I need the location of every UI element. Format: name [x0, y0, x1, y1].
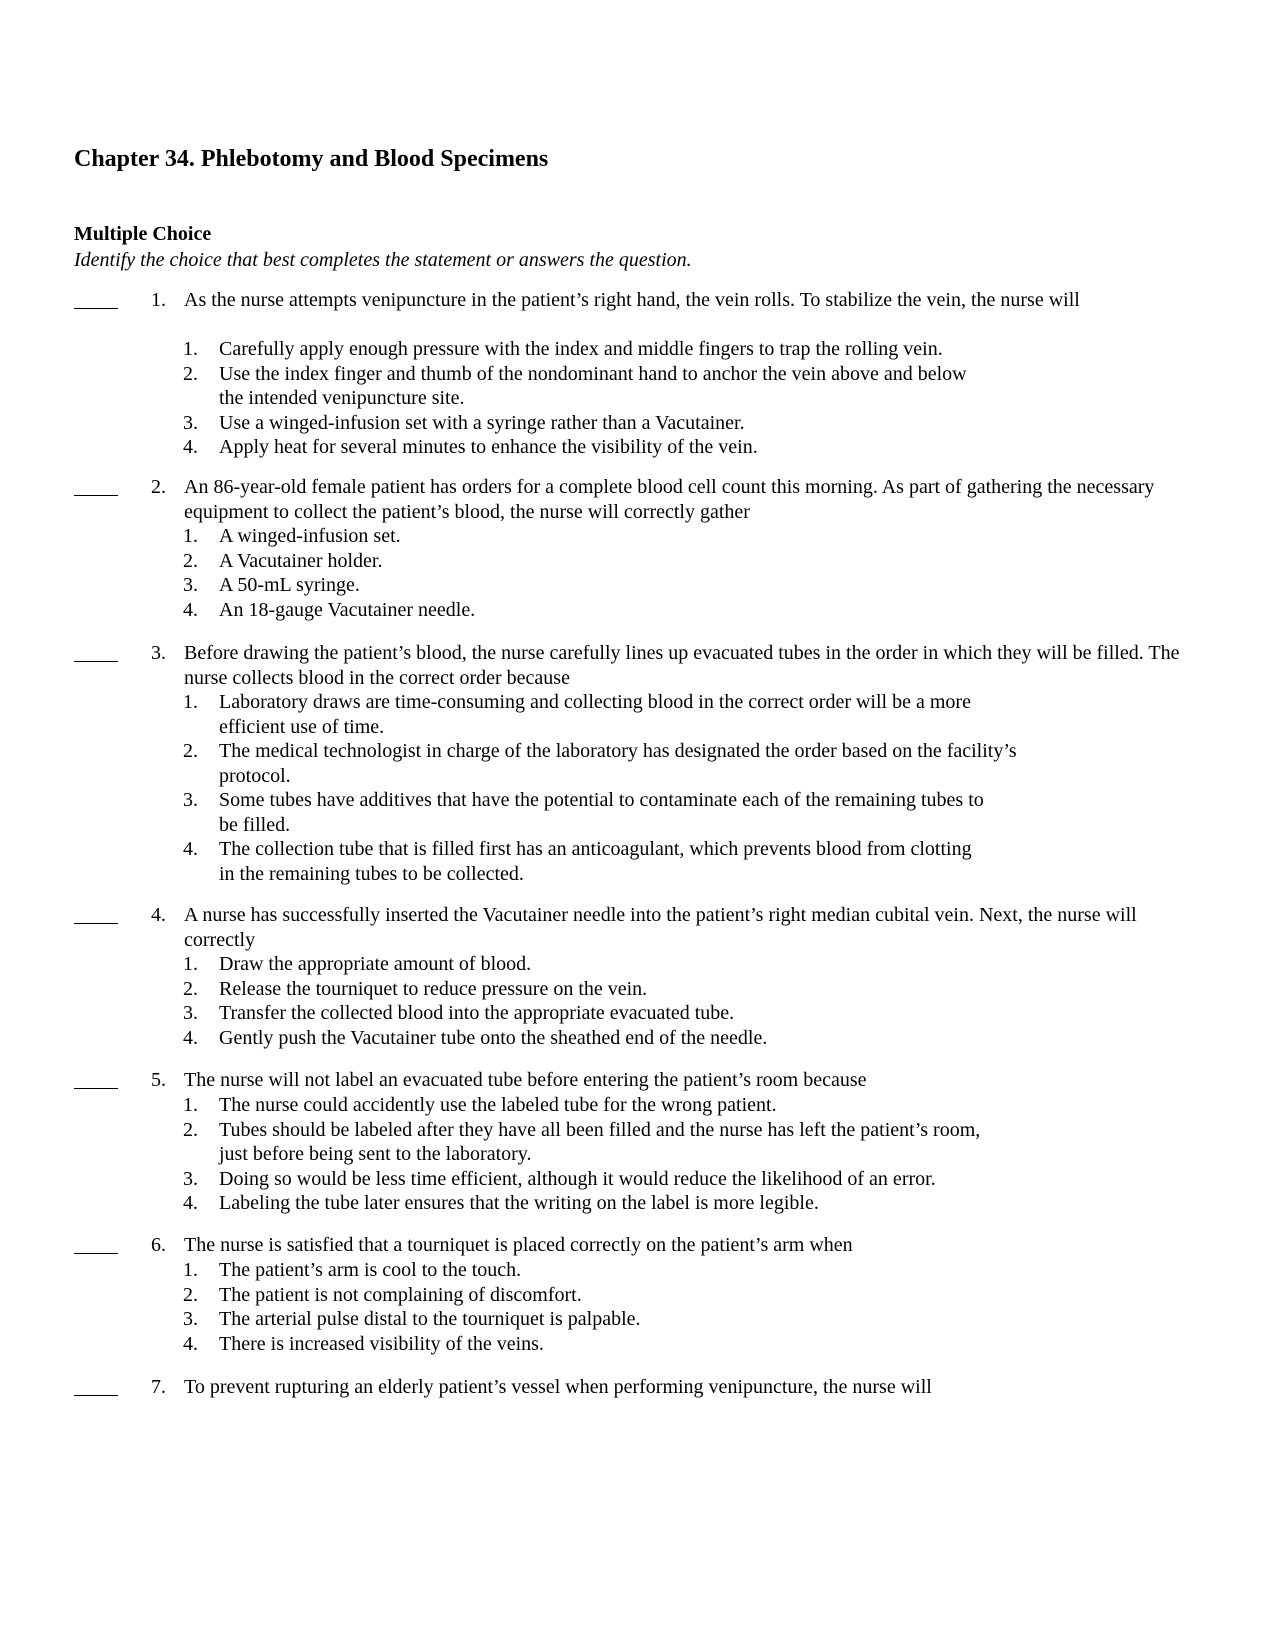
choice-item	[0, 1258, 1275, 1283]
choice-item	[0, 1332, 1275, 1357]
question-number: 4.	[151, 904, 166, 926]
choice-number: 2.	[183, 977, 198, 1000]
choice-number: 3.	[183, 1167, 198, 1190]
chapter-title: Chapter 34. Phlebotomy and Blood Specimens	[74, 146, 549, 172]
choice-text: Laboratory draws are time-consuming and collecting blood in the correct order will be a more efficient use of time.	[219, 691, 971, 738]
choice-text: Transfer the collected blood into the appropriate evacuated tube.	[219, 1002, 735, 1024]
choice-number: 4.	[183, 436, 198, 458]
choice-item	[0, 362, 1275, 411]
choice-item	[0, 1093, 1275, 1118]
choice-text: Draw the appropriate amount of blood.	[219, 953, 532, 975]
choice-text: The arterial pulse distal to the tourniquet is palpable.	[219, 1308, 641, 1330]
choice-number: 4.	[183, 838, 198, 860]
answer-blank[interactable]	[74, 903, 118, 924]
choice-item	[0, 1026, 1275, 1051]
choice-text: An 18-gauge Vacutainer needle.	[219, 598, 476, 621]
answer-blank[interactable]	[74, 641, 118, 662]
choice-list	[0, 1258, 1275, 1356]
choice-text: Gently push the Vacutainer tube onto the sheathed end of the needle.	[219, 1026, 768, 1049]
choice-item	[0, 1283, 1275, 1308]
question-stem: To prevent rupturing an elderly patient’s vessel when performing venipuncture, the nurse will	[184, 1376, 932, 1398]
choice-item	[0, 411, 1275, 436]
choice-text: Tubes should be labeled after they have all been filled and the nurse has left the patient’s room, just before being sent to the laboratory.	[219, 1118, 981, 1165]
choice-number: 2.	[183, 549, 198, 572]
choice-number: 4.	[183, 598, 198, 621]
choice-item	[0, 524, 1275, 549]
question-number: 7.	[151, 1376, 166, 1398]
choice-text: Labeling the tube later ensures that the writing on the label is more legible.	[219, 1192, 819, 1214]
choice-number: 3.	[183, 411, 198, 434]
choice-list	[0, 952, 1275, 1050]
choice-item	[0, 952, 1275, 977]
choice-item	[0, 977, 1275, 1002]
question-stem: As the nurse attempts venipuncture in the patient’s right hand, the vein rolls. To stabilize the vein, the nurse will	[184, 289, 1080, 311]
choice-number: 3.	[183, 574, 198, 596]
answer-blank[interactable]	[74, 1233, 118, 1254]
choice-list	[0, 524, 1275, 622]
choice-text: A 50-mL syringe.	[219, 574, 360, 596]
choice-number: 1.	[183, 525, 198, 547]
question-stem: A nurse has successfully inserted the Vacutainer needle into the patient’s right median cubital vein. Next, the nurse will correctly	[184, 904, 1137, 951]
choice-number: 3.	[183, 1002, 198, 1024]
choice-text: Apply heat for several minutes to enhance the visibility of the vein.	[219, 436, 758, 458]
question-number: 3.	[151, 642, 166, 664]
choice-text: Release the tourniquet to reduce pressure on the vein.	[219, 977, 648, 1000]
question-number: 5.	[151, 1069, 166, 1091]
choice-item	[0, 690, 1275, 739]
choice-item	[0, 573, 1275, 598]
question-number: 6.	[151, 1234, 166, 1256]
choice-number: 2.	[183, 740, 198, 762]
choice-number: 1.	[183, 338, 198, 360]
choice-item	[0, 1191, 1275, 1216]
answer-blank[interactable]	[74, 1375, 118, 1396]
choice-item	[0, 435, 1275, 460]
choice-number: 3.	[183, 789, 198, 811]
choice-number: 1.	[183, 691, 198, 713]
section-heading: Multiple Choice	[74, 223, 212, 245]
question-number: 2.	[151, 476, 166, 498]
choice-text: A winged-infusion set.	[219, 525, 401, 547]
choice-item	[0, 598, 1275, 623]
choice-item	[0, 549, 1275, 574]
choice-text: The patient’s arm is cool to the touch.	[219, 1259, 522, 1281]
choice-number: 2.	[183, 362, 198, 385]
choice-list	[0, 1093, 1275, 1216]
choice-item	[0, 1307, 1275, 1332]
choice-number: 4.	[183, 1026, 198, 1049]
choice-text: The collection tube that is filled first has an anticoagulant, which prevents blood from clotting in the remaining tubes to be collected.	[219, 838, 972, 885]
choice-text: The nurse could accidently use the labeled tube for the wrong patient.	[219, 1094, 777, 1116]
choice-text: A Vacutainer holder.	[219, 549, 383, 572]
choice-number: 1.	[183, 1259, 198, 1281]
choice-number: 2.	[183, 1283, 198, 1306]
choice-list	[0, 690, 1275, 886]
choice-text: The patient is not complaining of discomfort.	[219, 1283, 582, 1306]
choice-item	[0, 337, 1275, 362]
choice-item	[0, 1118, 1275, 1167]
choice-text: Carefully apply enough pressure with the index and middle fingers to trap the rolling vein.	[219, 338, 943, 360]
choice-text: Use the index finger and thumb of the nondominant hand to anchor the vein above and below the intended venipuncture site.	[219, 362, 967, 409]
answer-blank[interactable]	[74, 475, 118, 496]
choice-number: 1.	[183, 1094, 198, 1116]
section-instructions: Identify the choice that best completes the statement or answers the question.	[74, 249, 692, 271]
choice-number: 1.	[183, 953, 198, 975]
question-stem: An 86-year-old female patient has orders for a complete blood cell count this morning. As part of gathering the necessary equipment to collect the patient’s blood, the nurse will correctly gather	[184, 476, 1155, 523]
choice-text: Use a winged-infusion set with a syringe rather than a Vacutainer.	[219, 411, 745, 434]
choice-number: 4.	[183, 1192, 198, 1214]
question-number: 1.	[151, 289, 166, 311]
choice-list	[0, 337, 1275, 460]
choice-number: 3.	[183, 1308, 198, 1330]
choice-item	[0, 837, 1275, 886]
choice-item	[0, 739, 1275, 788]
choice-text: There is increased visibility of the veins.	[219, 1332, 544, 1355]
choice-number: 4.	[183, 1332, 198, 1355]
choice-number: 2.	[183, 1118, 198, 1141]
choice-text: Doing so would be less time efficient, although it would reduce the likelihood of an error.	[219, 1167, 936, 1190]
question-stem: Before drawing the patient’s blood, the nurse carefully lines up evacuated tubes in the order in which they will be filled. The nurse collects blood in the correct order because	[184, 642, 1180, 689]
choice-item	[0, 1001, 1275, 1026]
question-stem: The nurse will not label an evacuated tube before entering the patient’s room because	[184, 1069, 867, 1091]
answer-blank[interactable]	[74, 1068, 118, 1089]
choice-item	[0, 1167, 1275, 1192]
question-stem: The nurse is satisfied that a tourniquet is placed correctly on the patient’s arm when	[184, 1234, 853, 1256]
answer-blank[interactable]	[74, 288, 118, 309]
choice-item	[0, 788, 1275, 837]
choice-text: The medical technologist in charge of the laboratory has designated the order based on the facility’s protocol.	[219, 740, 1017, 787]
choice-text: Some tubes have additives that have the potential to contaminate each of the remaining tubes to be filled.	[219, 789, 984, 836]
